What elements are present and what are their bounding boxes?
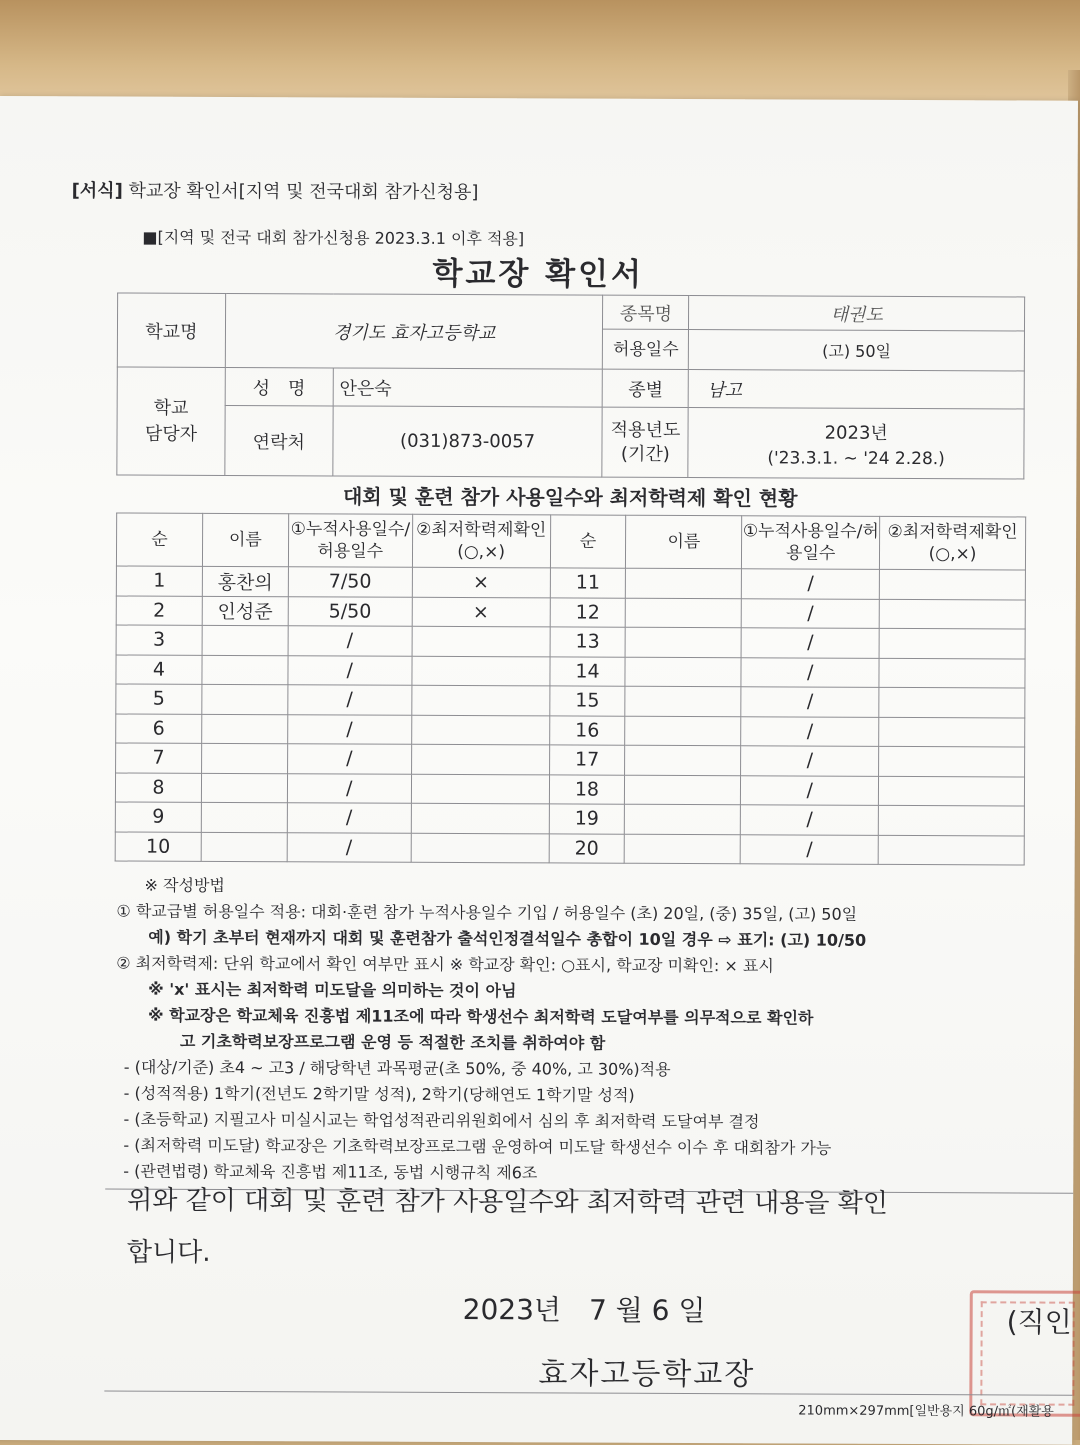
form-title: 학교장 확인서[지역 및 전국대회 참가신청용] xyxy=(128,180,479,204)
days-used: / xyxy=(741,687,879,717)
confirmation-line-2: 합니다. xyxy=(126,1237,211,1268)
academic-check xyxy=(411,774,549,804)
academic-check: × xyxy=(412,597,550,627)
academic-check xyxy=(879,746,1025,776)
academic-check: × xyxy=(412,567,550,597)
student-name xyxy=(201,773,287,803)
academic-check xyxy=(412,626,550,656)
row-number: 11 xyxy=(550,568,626,598)
note-1a: ① 학교급별 허용일수 적용: 대회·훈련 참가 누적사용일수 기입 / 허용일수 (초) 20일, (중) 35일, (고) 50일 xyxy=(116,901,858,924)
days-used: / xyxy=(741,598,879,628)
student-name xyxy=(202,655,288,685)
principal-title: 효자고등학교장 xyxy=(538,1356,756,1393)
days-used: 7/50 xyxy=(288,567,412,597)
note-3: ※ 'x' 표시는 최저학력 미도달을 의미하는 것이 아님 xyxy=(148,979,517,1001)
header-check: ②최저학력제확인(○,×) xyxy=(412,514,550,568)
table-row xyxy=(115,832,1024,865)
header-no: 순 xyxy=(550,515,626,568)
seal-label: (직인 xyxy=(1006,1305,1072,1339)
note-4b: 고 기초학력보장프로그램 운영 등 적절한 조치를 취하여야 함 xyxy=(179,1031,606,1053)
applicability-label: ■[지역 및 전국 대회 참가신청용 2023.3.1 이후 적용] xyxy=(142,227,525,249)
row-number: 5 xyxy=(116,684,202,714)
table-row xyxy=(116,714,1025,747)
event-label: 종목명 xyxy=(603,295,689,329)
academic-check xyxy=(879,687,1025,717)
instructions xyxy=(115,873,1066,1189)
days-used: / xyxy=(741,628,879,658)
student-name xyxy=(201,743,287,773)
signature-date: 2023년 7 월 6 일 xyxy=(462,1293,706,1328)
row-number: 13 xyxy=(550,627,626,657)
gender-value: 남고 xyxy=(689,370,1025,409)
paper-spec: 210mm×297mm[일반용지 60g/㎡(재활용 xyxy=(798,1403,1054,1420)
table-row xyxy=(116,625,1025,658)
academic-check xyxy=(878,805,1024,835)
days-used: / xyxy=(742,569,880,599)
student-name xyxy=(202,684,288,714)
allowed-days-value: (고) 50일 xyxy=(689,330,1025,371)
table-header-row xyxy=(116,513,1025,570)
row-number: 14 xyxy=(549,656,625,686)
table-row xyxy=(116,596,1025,629)
student-name xyxy=(625,804,741,834)
student-name xyxy=(626,598,742,628)
row-number: 12 xyxy=(550,597,626,627)
school-label: 학교명 xyxy=(117,293,225,367)
table-row xyxy=(115,802,1024,835)
table-caption: 대회 및 훈련 참가 사용일수와 최저학력제 확인 현황 xyxy=(342,484,798,511)
header-name: 이름 xyxy=(626,515,742,569)
row-number: 4 xyxy=(116,655,202,685)
student-name xyxy=(202,714,288,744)
academic-check xyxy=(411,744,549,774)
student-name xyxy=(625,834,741,864)
row-number: 10 xyxy=(115,832,201,862)
note-1b: 예) 학기 초부터 현재까지 대회 및 훈련참가 출석인정결석일수 총합이 10일 경우 ⇨ 표기: (고) 10/50 xyxy=(148,927,867,950)
row-number: 7 xyxy=(116,743,202,773)
detail-5: - (관련법령) 학교체육 진흥법 제11조, 동법 시행규칙 제6조 xyxy=(123,1161,538,1183)
student-name xyxy=(625,745,741,775)
detail-2: - (성적적용) 1학기(전년도 2학기말 성적), 2학기(당해연도 1학기말 성적) xyxy=(123,1083,635,1105)
header-days: ①누적사용일수/허용일수 xyxy=(288,514,412,568)
academic-check xyxy=(879,599,1025,629)
period-cell xyxy=(688,408,1024,479)
row-number: 20 xyxy=(549,833,625,863)
allowed-days-label: 허용일수 xyxy=(603,329,689,369)
academic-check xyxy=(879,717,1025,747)
days-used: / xyxy=(741,775,879,805)
form-header xyxy=(72,176,479,204)
student-name: 인성준 xyxy=(202,596,288,626)
row-number: 17 xyxy=(549,745,625,775)
form-tag: [서식] xyxy=(71,180,123,202)
name-label: 성 명 xyxy=(225,367,333,405)
note-4a: ※ 학교장은 학교체육 진흥법 제11조에 따라 학생선수 최저학력 도달여부를 의무적으로 확인하 xyxy=(147,1005,814,1028)
academic-check xyxy=(879,569,1025,599)
participation-table xyxy=(115,513,1027,866)
school-value: 경기도 효자고등학교 xyxy=(225,293,603,369)
table-row xyxy=(116,743,1025,776)
contact-value: (031)873-0057 xyxy=(333,406,603,477)
academic-check xyxy=(411,833,549,863)
student-name xyxy=(202,625,288,655)
student-name xyxy=(625,775,741,805)
student-name xyxy=(626,627,742,657)
table-row xyxy=(116,655,1025,688)
confirmation-text xyxy=(127,1175,888,1282)
document-title: 학교장 확인서 xyxy=(432,255,645,293)
row-number: 3 xyxy=(116,625,202,655)
row-number: 18 xyxy=(549,774,625,804)
detail-4: - (최저학력 미도달) 학교장은 기초학력보장프로그램 운영하여 미도달 학생선수 이수 후 대회참가 가능 xyxy=(123,1135,832,1158)
student-name xyxy=(625,686,741,716)
academic-check xyxy=(879,628,1025,658)
header-name: 이름 xyxy=(202,513,288,566)
days-used: / xyxy=(741,716,879,746)
period-range: ('23.3.1. ~ '24 2.28.) xyxy=(767,447,945,469)
table-row xyxy=(116,566,1025,599)
header-days: ①누적사용일수/허용일수 xyxy=(742,516,880,570)
name-value: 안은숙 xyxy=(333,368,603,407)
document-page xyxy=(0,96,1078,1445)
days-used: / xyxy=(741,746,879,776)
academic-check xyxy=(411,803,549,833)
row-number: 8 xyxy=(115,773,201,803)
row-number: 2 xyxy=(116,596,202,626)
table-row xyxy=(116,684,1025,717)
row-number: 19 xyxy=(549,804,625,834)
days-used: / xyxy=(287,803,411,833)
row-number: 1 xyxy=(116,566,202,596)
header-no: 순 xyxy=(116,513,202,566)
row-number: 6 xyxy=(116,714,202,744)
days-used: / xyxy=(741,805,879,835)
days-used: / xyxy=(287,714,411,744)
contact-label: 연락처 xyxy=(225,405,333,475)
days-used: / xyxy=(287,832,411,862)
manager-label: 학교 담당자 xyxy=(117,367,225,475)
days-used: / xyxy=(287,744,411,774)
academic-check xyxy=(879,776,1025,806)
student-name xyxy=(625,716,741,746)
academic-check xyxy=(411,715,549,745)
academic-check xyxy=(878,835,1024,865)
days-used: / xyxy=(288,626,412,656)
desk-background xyxy=(0,0,1080,110)
days-used: / xyxy=(741,657,879,687)
row-number: 15 xyxy=(549,686,625,716)
academic-check xyxy=(411,685,549,715)
info-table xyxy=(116,293,1025,480)
table-row xyxy=(115,773,1024,806)
period-label: 적용년도 (기간) xyxy=(602,407,688,477)
instructions-heading: ※ 작성방법 xyxy=(144,875,225,895)
detail-1: - (대상/기준) 초4 ~ 고3 / 해당학년 과목평균(초 50%, 중 40%, 고 30%)적용 xyxy=(123,1057,671,1079)
academic-check xyxy=(879,658,1025,688)
row-number: 16 xyxy=(549,715,625,745)
days-used: / xyxy=(740,834,878,864)
student-name: 홍찬의 xyxy=(202,566,288,596)
days-used: 5/50 xyxy=(288,596,412,626)
gender-label: 종별 xyxy=(603,369,689,407)
header-check: ②최저학력제확인(○,×) xyxy=(880,516,1026,570)
period-year: 2023년 xyxy=(824,422,888,444)
academic-check xyxy=(412,656,550,686)
student-name xyxy=(201,802,287,832)
row-number: 9 xyxy=(115,802,201,832)
student-name xyxy=(201,832,287,862)
confirmation-line-1: 위와 같이 대회 및 훈련 참가 사용일수와 최저학력 관련 내용을 확인 xyxy=(127,1185,889,1219)
note-2: ② 최저학력제: 단위 학교에서 확인 여부만 표시 ※ 학교장 확인: ○표시, 학교장 미확인: × 표시 xyxy=(116,953,774,976)
event-value: 태권도 xyxy=(689,296,1025,331)
student-name xyxy=(625,657,741,687)
days-used: / xyxy=(288,685,412,715)
detail-3: - (초등학교) 지필고사 미실시교는 학업성적관리위원회에서 심의 후 최저학력 도달여부 결정 xyxy=(123,1109,760,1132)
days-used: / xyxy=(287,773,411,803)
days-used: / xyxy=(288,655,412,685)
student-name xyxy=(626,568,742,598)
